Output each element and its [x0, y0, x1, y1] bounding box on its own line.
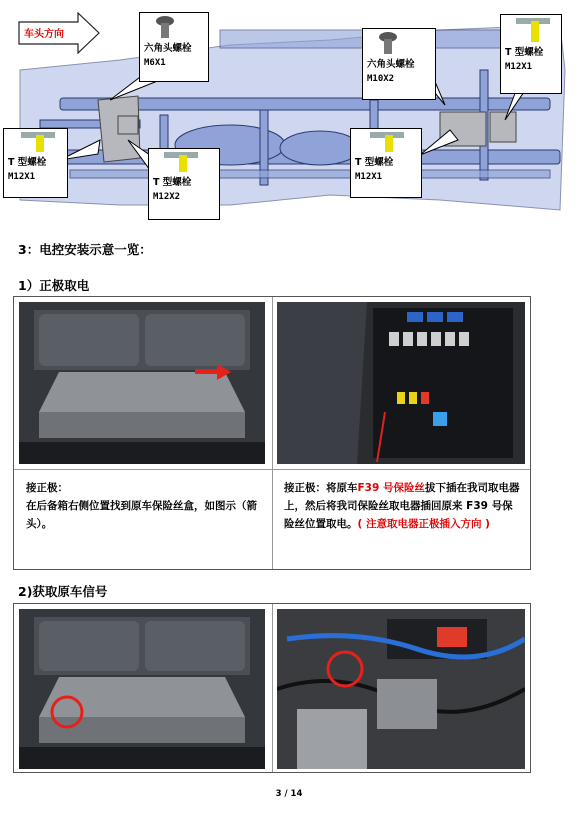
- t-bolt-icon: [369, 131, 405, 153]
- step1-left-text: [26, 479, 262, 533]
- callout-spec: M6X1: [144, 58, 166, 68]
- trunk-signal-image: [19, 609, 265, 769]
- callout-t-bolt-m12x1-bottom: [350, 128, 422, 198]
- callout-spec: M12X2: [153, 192, 181, 202]
- trunk-image: [19, 302, 265, 464]
- section-title: 3：电控安装示意一览：: [18, 242, 152, 257]
- callout-t-bolt-m12x1-top-right: [500, 14, 562, 94]
- vehicle-direction-arrow: [18, 12, 100, 54]
- step1-table: [13, 296, 531, 570]
- step1-title: 1）正极取电: [18, 278, 90, 293]
- trunk-photo: [19, 302, 265, 464]
- callout-name: T 型螺栓: [505, 47, 544, 58]
- direction-label: 车头方向: [24, 29, 64, 40]
- left-body: 在后备箱右侧位置找到原车保险丝盒，如图示（箭头）。: [26, 500, 257, 530]
- t-bolt-icon: [163, 151, 199, 173]
- callout-name: 六角头螺栓: [144, 43, 192, 54]
- callout-spec: M10X2: [367, 74, 395, 84]
- fuse-box-photo: [277, 302, 525, 464]
- step1-right-text: [284, 479, 520, 533]
- callout-t-bolt-m12x1-left: [3, 128, 68, 198]
- right-highlight: F39 号保险丝: [357, 482, 425, 494]
- left-title: 接正极：: [26, 482, 68, 494]
- step2-table: [13, 603, 531, 773]
- callout-hex-bolt-m6x1: [139, 12, 209, 82]
- callout-hex-bolt-m10x2: [362, 28, 436, 100]
- callout-name: T 型螺栓: [355, 157, 394, 168]
- fuse-box-image: [277, 302, 525, 464]
- t-bolt-icon: [20, 131, 56, 153]
- right-note: ( 注意取电器正极插入方向 ): [357, 518, 490, 530]
- callout-spec: M12X1: [505, 62, 533, 72]
- page-number: 3 / 14: [275, 789, 303, 799]
- hex-bolt-icon: [154, 15, 176, 39]
- callout-spec: M12X1: [8, 172, 36, 182]
- callout-name: T 型螺栓: [153, 177, 192, 188]
- step2-title: 2)获取原车信号: [18, 584, 108, 599]
- trunk-signal-photo: [19, 609, 265, 769]
- wiring-photo: [277, 609, 525, 769]
- callout-t-bolt-m12x2: [148, 148, 220, 220]
- right-prefix: 接正极：将原车: [284, 482, 358, 494]
- chassis-diagram: [0, 0, 578, 222]
- hex-bolt-icon: [377, 31, 399, 55]
- callout-name: T 型螺栓: [8, 157, 47, 168]
- right-middle: 拔下插在我司取电器上，然后将我司保险丝取电器插回原来 F39 号保险丝位置取电。: [284, 482, 520, 530]
- t-bolt-icon: [515, 17, 551, 43]
- callout-spec: M12X1: [355, 172, 383, 182]
- wiring-image: [277, 609, 525, 769]
- callout-name: 六角头螺栓: [367, 59, 415, 70]
